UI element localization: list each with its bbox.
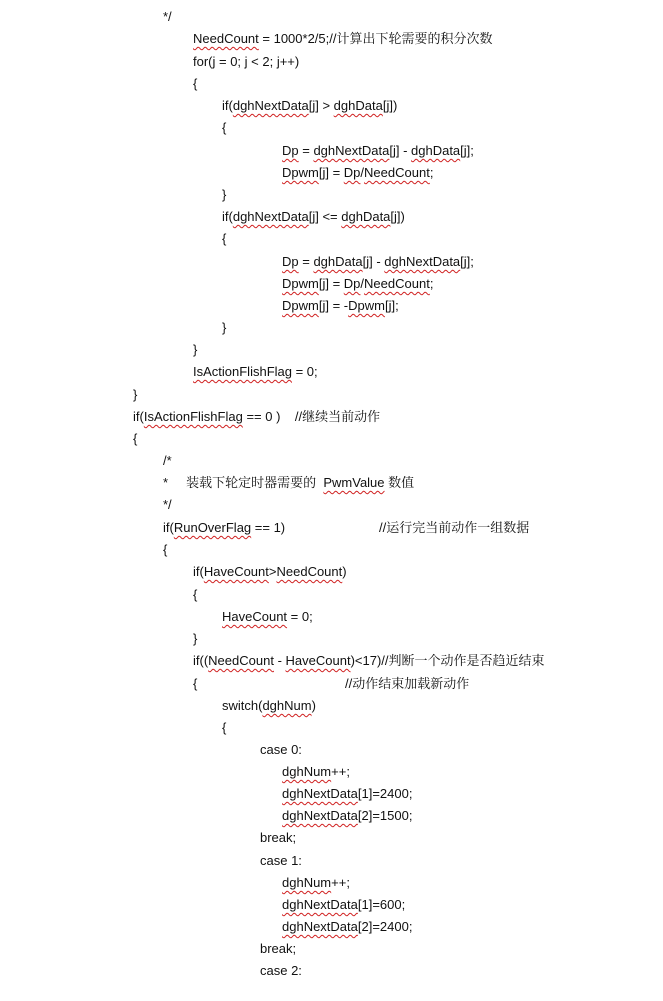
code-token: { [193,676,198,691]
spell-flagged-token: NeedCount [193,31,259,46]
code-token: ; [429,165,434,180]
code-token: */ [163,497,172,512]
code-token: [j] = [318,276,344,291]
spell-flagged-token: dghData [341,209,391,224]
inline-comment: //运行完当前动作一组数据 [379,520,530,535]
inline-comment: //动作结束加载新动作 [345,676,470,691]
spell-flagged-token: dghNextData [282,808,358,823]
code-token: ) [342,564,347,579]
code-line [282,298,399,314]
spell-flagged-token: dghData [313,254,363,269]
spell-flagged-token: dghData [411,143,461,158]
code-token: = 1000*2/5;//计算出下轮需要的积分次数 [258,31,493,46]
spell-flagged-token: IsActionFlishFlag [143,409,243,424]
spell-flagged-token: HaveCount [203,564,269,579]
spell-flagged-token: dghNextData [384,254,461,269]
code-line [163,9,172,25]
code-token: switch( [222,698,263,713]
code-token: [j]) [382,98,398,113]
code-token: if( [163,520,174,535]
code-line [222,187,226,203]
code-token: case 0: [260,742,302,757]
code-token: } [222,320,227,335]
spell-flagged-token: dghNum [282,875,332,890]
code-token: case 1: [260,853,302,868]
code-token: ++; [331,875,350,890]
code-line [260,941,296,957]
code-token: [1]=2400; [357,786,413,801]
code-token: case 2: [260,963,302,978]
code-token: ++; [331,764,350,779]
spell-flagged-token: NeedCount [276,564,343,579]
code-token: { [133,431,138,446]
code-token: */ [163,9,172,24]
code-line [193,54,299,70]
spell-flagged-token: dghNextData [282,919,358,934]
code-token: if(( [193,653,209,668]
code-line [222,231,226,247]
code-token: if( [222,98,233,113]
spell-flagged-token: PwmValue [323,475,385,490]
code-token: [j]; [460,254,474,269]
code-token: ) [311,698,316,713]
code-line [193,631,197,647]
code-line [193,676,197,692]
code-token: = [298,143,314,158]
code-line [163,542,167,558]
code-token: } [193,631,198,646]
code-line [260,742,302,758]
code-line [163,475,414,491]
spell-flagged-token: HaveCount [285,653,351,668]
code-line [222,120,226,136]
code-line [163,520,285,536]
spell-flagged-token: dghData [333,98,383,113]
code-token: / [360,276,365,291]
spell-flagged-token: NeedCount [208,653,274,668]
code-line [282,919,412,935]
code-line [282,808,412,824]
code-line [133,409,380,425]
code-line [260,853,302,869]
code-token: { [222,720,227,735]
spell-flagged-token: Dpwm [282,298,319,313]
code-line [222,98,397,114]
code-token: } [193,342,198,357]
code-line [222,320,226,336]
code-line [282,875,350,891]
spell-flagged-token: Dpwm [348,298,385,313]
code-token: [j] - [362,254,385,269]
code-line [133,387,137,403]
code-token: { [222,120,227,135]
code-token: if( [193,564,204,579]
code-line [193,76,197,92]
code-token: [2]=1500; [357,808,413,823]
code-token: break; [260,941,297,956]
code-token: break; [260,830,297,845]
spell-flagged-token: dghNextData [282,786,358,801]
spell-flagged-token: Dpwm [282,165,319,180]
code-token: [j] > [308,98,334,113]
code-token: [1]=600; [357,897,406,912]
code-token: [j]) [390,209,405,224]
code-token: == 1) [251,520,286,535]
code-line [163,497,172,513]
code-line [222,720,226,736]
spell-flagged-token: dghNum [282,764,332,779]
code-line [222,609,313,625]
code-line [222,698,316,714]
code-token: == 0 ) //继续当前动作 [242,409,381,424]
code-token: { [222,231,227,246]
code-token: } [133,387,138,402]
code-token: { [163,542,168,557]
spell-flagged-token: HaveCount [222,609,288,624]
code-line [193,587,197,603]
code-line [260,963,302,979]
code-token: { [193,587,198,602]
code-line [193,342,197,358]
code-line [282,786,412,802]
code-token: /* [163,453,172,468]
code-token: } [222,187,227,202]
code-token: { [193,76,198,91]
code-token: [j] <= [308,209,342,224]
spell-flagged-token: Dp [282,254,299,269]
code-line [282,165,433,181]
code-token: ; [429,276,434,291]
code-line [282,276,433,292]
spell-flagged-token: RunOverFlag [173,520,252,535]
code-line [260,830,296,846]
spell-flagged-token: dghNum [262,698,312,713]
code-token: = 0; [287,609,313,624]
code-token: for(j = 0; j < 2; j++) [193,54,300,69]
spell-flagged-token: NeedCount [364,165,430,180]
spell-flagged-token: NeedCount [364,276,430,291]
code-token: 数值 [384,475,415,490]
code-line [222,209,405,225]
code-token: = 0; [291,364,318,379]
code-token: [j]; [384,298,399,313]
code-line [193,653,545,669]
code-line [193,564,347,580]
spell-flagged-token: Dp [282,143,299,158]
code-line [282,143,474,159]
spell-flagged-token: Dp [343,276,361,291]
code-token: * 装载下轮定时器需要的 [163,475,324,490]
code-line [163,453,172,469]
code-token: if( [133,409,144,424]
code-line [193,364,318,380]
code-token: [j] - [389,143,412,158]
code-line [282,764,350,780]
code-line [193,31,492,47]
spell-flagged-token: Dp [343,165,361,180]
code-token: > [268,564,277,579]
code-line [133,431,137,447]
spell-flagged-token: dghNextData [282,897,358,912]
code-line [282,254,474,270]
code-token: = [298,254,314,269]
code-token: [j] = - [318,298,349,313]
code-token: - [273,653,286,668]
code-token: [2]=2400; [357,919,413,934]
code-token: / [360,165,365,180]
spell-flagged-token: IsActionFlishFlag [193,364,292,379]
code-line [282,897,405,913]
spell-flagged-token: dghNextData [313,143,390,158]
code-token: [j] = [318,165,344,180]
spell-flagged-token: Dpwm [282,276,319,291]
spell-flagged-token: dghNextData [232,209,309,224]
code-token: [j]; [460,143,474,158]
code-token: if( [222,209,233,224]
spell-flagged-token: dghNextData [232,98,309,113]
code-token: )<17)//判断一个动作是否趋近结束 [350,653,545,668]
